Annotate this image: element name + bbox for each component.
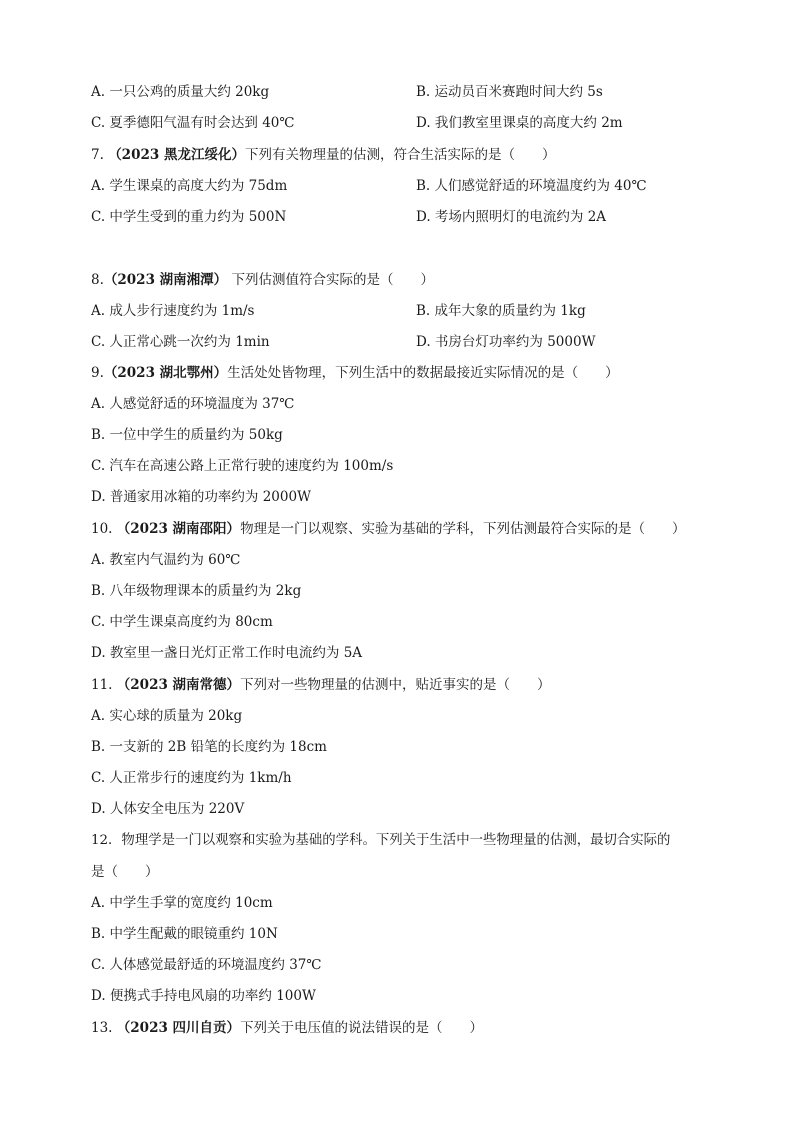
question-number: 7. [91,147,104,163]
option-line: B. 人们感觉舒适的环境温度约为 40℃ [416,178,647,194]
question-text: 生活处处皆物理，下列生活中的数据最接近实际情况的是（ ） [227,365,619,381]
option-line: B. 成年大象的质量约为 1kg [416,303,586,319]
question-source: （2023 湖南邵阳） [116,521,241,537]
option-line: B. 运动员百米赛跑时间大约 5s [416,84,603,100]
question-source: （2023 湖北鄂州） [103,365,228,381]
question-number: 13. [91,1020,113,1036]
question-source: （2023 湖南湘潭） [103,272,228,288]
option-line: C. 汽车在高速公路上正常行驶的速度约为 100m/s [91,458,394,474]
question-text: 下列关于电压值的说法错误的是（ ） [240,1020,484,1036]
option-line: D. 我们教室里课桌的高度大约 2m [416,115,623,131]
option-line: A. 学生课桌的高度大约为 75dm [91,178,288,194]
option-line: A. 实心球的质量为 20kg [91,708,243,724]
question-12-continued: 是（ ） [91,864,159,880]
question-source: （2023 黑龙江绥化） [108,147,245,163]
option-line: C. 人正常心跳一次约为 1min [91,334,270,350]
option-line: B. 中学生配戴的眼镜重约 10N [91,926,278,942]
question-text: 物理是一门以观察、实验为基础的学科，下列估测最符合实际的是（ ） [240,521,686,537]
option-line: A. 一只公鸡的质量大约 20kg [91,84,270,100]
option-line: D. 考场内照明灯的电流约为 2A [416,209,607,225]
question-13 [91,1018,483,1038]
question-8 [91,270,434,290]
question-7 [91,145,555,165]
option-line: D. 教室里一盏日光灯正常工作时电流约为 5A [91,645,363,661]
option-line: C. 中学生受到的重力约为 500N [91,209,287,225]
question-text: 下列估测值符合实际的是（ ） [231,272,434,288]
question-number: 10. [91,521,113,537]
option-line: C. 夏季德阳气温有时会达到 40℃ [91,115,295,131]
option-line: A. 人感觉舒适的环境温度为 37℃ [91,396,295,412]
question-10 [91,519,686,539]
question-source: （2023 湖南常德） [116,677,241,693]
question-text: 下列对一些物理量的估测中，贴近事实的是（ ） [240,677,551,693]
option-line: A. 成人步行速度约为 1m/s [91,303,255,319]
question-number: 11. [91,677,113,693]
question-number: 9. [91,365,104,381]
option-line: C. 人体感觉最舒适的环境温度约 37℃ [91,957,322,973]
option-line: D. 便携式手持电风扇的功率约 100W [91,988,316,1004]
question-9 [91,363,619,383]
option-line: A. 教室内气温约为 60℃ [91,552,241,568]
option-line: A. 中学生手掌的宽度约 10cm [91,895,273,911]
question-number: 8. [91,272,104,288]
question-text: 下列有关物理量的估测，符合生活实际的是（ ） [244,147,556,163]
option-line: B. 八年级物理课本的质量约为 2kg [91,583,302,599]
option-line: C. 人正常步行的速度约为 1km/h [91,770,292,786]
option-line: D. 书房台灯功率约为 5000W [416,334,596,350]
option-line: B. 一支新的 2B 铅笔的长度约为 18cm [91,739,327,755]
question-11 [91,675,551,695]
option-line: C. 中学生课桌高度约为 80cm [91,614,273,630]
option-line: D. 人体安全电压为 220V [91,801,245,817]
question-source: （2023 四川自贡） [116,1020,241,1036]
question-12: 12．物理学是一门以观察和实验为基础的学科。下列关于生活中一些物理量的估测，最切合实际的 [91,833,671,848]
option-line: B. 一位中学生的质量约为 50kg [91,427,283,443]
option-line: D. 普通家用冰箱的功率约为 2000W [91,489,311,505]
